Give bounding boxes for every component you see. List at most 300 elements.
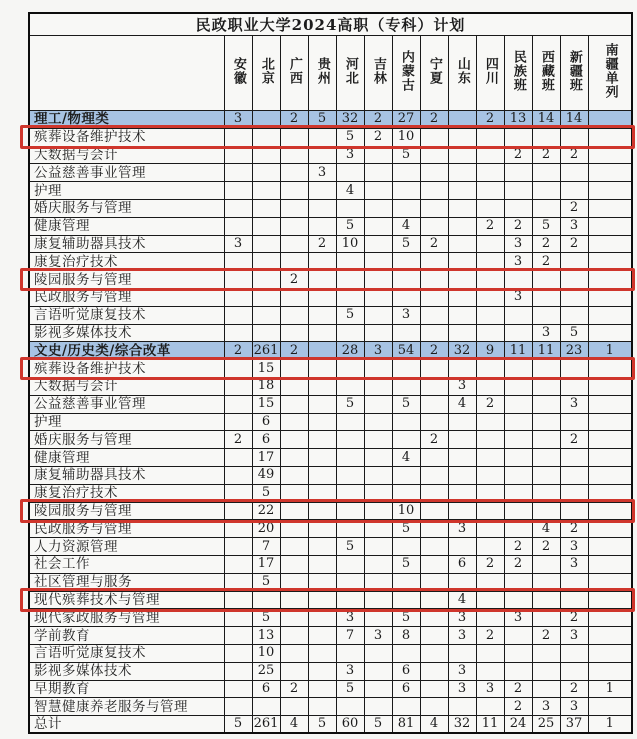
plan-count-cell (448, 324, 476, 342)
row-label: 康复治疗技术 (29, 484, 224, 502)
major-row (29, 662, 632, 680)
plan-count-cell (308, 449, 336, 467)
column-header-label: 西藏班 (538, 50, 554, 92)
major-row (29, 573, 632, 591)
plan-count-cell (560, 377, 588, 395)
plan-count-cell (224, 199, 252, 217)
plan-count-cell: 2 (560, 146, 588, 164)
plan-count-cell (420, 413, 448, 431)
plan-count-cell (588, 324, 632, 342)
plan-count-cell (476, 431, 504, 449)
plan-count-cell (504, 627, 532, 645)
major-row (29, 502, 632, 520)
plan-count-cell: 3 (392, 306, 420, 324)
plan-count-cell (392, 591, 420, 609)
plan-count-cell (448, 413, 476, 431)
plan-count-cell (392, 466, 420, 484)
plan-count-cell (280, 555, 308, 573)
plan-count-cell (420, 662, 448, 680)
plan-count-cell (532, 128, 560, 146)
plan-count-cell (532, 484, 560, 502)
plan-count-cell (560, 644, 588, 662)
plan-count-cell (420, 538, 448, 556)
plan-count-cell (280, 662, 308, 680)
plan-count-cell (336, 413, 364, 431)
plan-count-cell: 4 (532, 520, 560, 538)
plan-count-cell: 2 (364, 111, 392, 129)
plan-count-cell: 3 (532, 698, 560, 716)
plan-count-cell (336, 449, 364, 467)
plan-count-cell (308, 520, 336, 538)
plan-count-cell (224, 538, 252, 556)
plan-count-cell (560, 182, 588, 200)
plan-count-cell: 14 (560, 111, 588, 129)
plan-count-cell (252, 111, 280, 129)
plan-count-cell: 5 (336, 128, 364, 146)
major-row (29, 591, 632, 609)
row-label: 健康管理 (29, 449, 224, 467)
row-label: 康复辅助器具技术 (29, 235, 224, 253)
major-row (29, 271, 632, 289)
plan-count-cell (336, 698, 364, 716)
plan-count-cell (504, 199, 532, 217)
plan-count-cell (420, 449, 448, 467)
plan-count-cell (392, 271, 420, 289)
row-label: 殡葬设备维护技术 (29, 128, 224, 146)
plan-count-cell (224, 324, 252, 342)
plan-count-cell (476, 573, 504, 591)
plan-count-cell: 49 (252, 466, 280, 484)
plan-count-cell (280, 199, 308, 217)
plan-count-cell (280, 128, 308, 146)
plan-count-cell: 5 (252, 484, 280, 502)
plan-count-cell (420, 520, 448, 538)
plan-count-cell (560, 413, 588, 431)
plan-count-cell (420, 627, 448, 645)
plan-count-cell (224, 520, 252, 538)
plan-count-cell (392, 253, 420, 271)
plan-count-cell (336, 520, 364, 538)
plan-count-cell (224, 449, 252, 467)
plan-count-cell: 7 (252, 538, 280, 556)
major-row (29, 235, 632, 253)
plan-count-cell (476, 288, 504, 306)
plan-count-cell (420, 555, 448, 573)
row-label: 健康管理 (29, 217, 224, 235)
plan-count-cell (308, 644, 336, 662)
plan-count-cell (476, 128, 504, 146)
plan-count-cell: 5 (364, 716, 392, 734)
major-row (29, 360, 632, 378)
column-header-label: 山东 (454, 57, 470, 85)
plan-count-cell (224, 502, 252, 520)
plan-count-cell (588, 146, 632, 164)
major-row (29, 164, 632, 182)
corner-blank-cell (29, 36, 224, 111)
plan-count-cell (420, 466, 448, 484)
plan-count-cell: 4 (448, 395, 476, 413)
plan-count-cell (476, 235, 504, 253)
column-header-label: 民族班 (510, 50, 526, 92)
plan-count-cell (308, 502, 336, 520)
plan-count-cell (588, 271, 632, 289)
plan-count-cell (364, 271, 392, 289)
plan-count-cell (448, 217, 476, 235)
plan-count-cell (532, 395, 560, 413)
plan-count-cell (280, 591, 308, 609)
plan-count-cell: 2 (504, 217, 532, 235)
plan-count-cell (448, 199, 476, 217)
plan-count-cell (364, 573, 392, 591)
major-row (29, 288, 632, 306)
row-label: 护理 (29, 182, 224, 200)
plan-count-cell: 11 (532, 342, 560, 360)
plan-count-cell: 2 (504, 146, 532, 164)
plan-count-cell (308, 538, 336, 556)
plan-count-cell (504, 271, 532, 289)
plan-count-cell (532, 182, 560, 200)
plan-count-cell (224, 573, 252, 591)
plan-count-cell (560, 662, 588, 680)
plan-count-cell (448, 538, 476, 556)
plan-count-cell (252, 288, 280, 306)
plan-count-cell: 1 (588, 716, 632, 734)
plan-count-cell (224, 644, 252, 662)
plan-count-cell (588, 306, 632, 324)
column-header (392, 36, 420, 111)
plan-count-cell: 3 (448, 609, 476, 627)
plan-count-cell: 3 (336, 609, 364, 627)
plan-count-cell (364, 217, 392, 235)
plan-count-cell (588, 538, 632, 556)
plan-count-cell: 2 (280, 111, 308, 129)
plan-count-cell (420, 146, 448, 164)
plan-count-cell (560, 360, 588, 378)
plan-count-cell: 2 (280, 271, 308, 289)
plan-count-cell (308, 288, 336, 306)
plan-count-cell (532, 662, 560, 680)
major-row (29, 555, 632, 573)
plan-count-cell (364, 324, 392, 342)
plan-count-cell (224, 555, 252, 573)
plan-count-cell: 3 (448, 662, 476, 680)
plan-count-cell (224, 253, 252, 271)
row-label: 婚庆服务与管理 (29, 199, 224, 217)
plan-count-cell (420, 324, 448, 342)
plan-count-cell: 5 (392, 520, 420, 538)
plan-count-cell: 2 (420, 111, 448, 129)
plan-count-cell (252, 324, 280, 342)
plan-count-cell (532, 431, 560, 449)
plan-count-cell (588, 164, 632, 182)
column-header-label: 宁夏 (426, 57, 442, 85)
plan-count-cell: 2 (420, 235, 448, 253)
plan-count-cell: 3 (336, 146, 364, 164)
plan-count-cell: 3 (364, 627, 392, 645)
plan-count-cell: 5 (308, 111, 336, 129)
plan-count-cell (420, 698, 448, 716)
plan-count-cell: 5 (252, 573, 280, 591)
plan-count-cell (476, 502, 504, 520)
plan-count-cell (280, 413, 308, 431)
row-label: 康复治疗技术 (29, 253, 224, 271)
plan-count-cell: 3 (448, 627, 476, 645)
plan-count-cell: 4 (420, 716, 448, 734)
plan-count-cell (392, 538, 420, 556)
plan-count-cell (448, 306, 476, 324)
plan-count-cell (224, 377, 252, 395)
plan-count-cell (224, 698, 252, 716)
row-label: 民政服务与管理 (29, 520, 224, 538)
plan-count-cell (224, 627, 252, 645)
plan-count-cell (504, 395, 532, 413)
plan-count-cell (280, 449, 308, 467)
plan-count-cell (308, 591, 336, 609)
row-label: 社区管理与服务 (29, 573, 224, 591)
plan-count-cell (224, 128, 252, 146)
plan-count-cell (420, 253, 448, 271)
major-row (29, 413, 632, 431)
plan-count-cell (224, 484, 252, 502)
plan-count-cell (252, 217, 280, 235)
plan-count-cell (280, 395, 308, 413)
plan-count-cell (476, 360, 504, 378)
plan-count-cell (420, 199, 448, 217)
plan-count-cell: 2 (224, 431, 252, 449)
table-title: 民政职业大学2024高职（专科）计划 (29, 13, 632, 36)
plan-count-cell (532, 502, 560, 520)
plan-count-cell (364, 395, 392, 413)
plan-count-cell (588, 627, 632, 645)
plan-count-cell (280, 146, 308, 164)
plan-count-cell (364, 609, 392, 627)
plan-count-cell: 2 (420, 342, 448, 360)
plan-count-cell (504, 128, 532, 146)
plan-count-cell (224, 360, 252, 378)
column-header-label: 四川 (482, 57, 498, 85)
plan-count-cell (364, 146, 392, 164)
plan-count-cell (532, 555, 560, 573)
plan-count-cell (504, 182, 532, 200)
plan-count-cell: 10 (392, 128, 420, 146)
section-label: 理工/物理类 (29, 111, 224, 129)
plan-count-cell: 5 (252, 609, 280, 627)
major-row (29, 520, 632, 538)
plan-count-cell (280, 520, 308, 538)
plan-count-cell (280, 235, 308, 253)
plan-count-cell: 2 (532, 627, 560, 645)
plan-count-cell: 4 (392, 217, 420, 235)
plan-count-cell: 5 (560, 324, 588, 342)
plan-count-cell (280, 182, 308, 200)
plan-count-cell: 6 (392, 680, 420, 698)
plan-count-cell (364, 288, 392, 306)
plan-count-cell: 37 (560, 716, 588, 734)
plan-count-cell: 6 (252, 431, 280, 449)
plan-count-cell (588, 484, 632, 502)
major-row (29, 431, 632, 449)
plan-count-cell (392, 182, 420, 200)
column-header-label: 新疆班 (566, 50, 582, 92)
row-label: 影视多媒体技术 (29, 324, 224, 342)
plan-count-cell (364, 377, 392, 395)
plan-count-cell: 9 (476, 342, 504, 360)
major-row (29, 182, 632, 200)
plan-count-cell (224, 271, 252, 289)
row-label: 学前教育 (29, 627, 224, 645)
plan-count-cell: 5 (336, 217, 364, 235)
plan-count-cell: 5 (392, 555, 420, 573)
plan-count-cell: 10 (336, 235, 364, 253)
plan-count-cell: 5 (336, 538, 364, 556)
column-header-label: 广西 (286, 57, 302, 85)
plan-count-cell (420, 306, 448, 324)
section-row (29, 111, 632, 129)
plan-count-cell (588, 431, 632, 449)
major-row (29, 395, 632, 413)
plan-count-cell (448, 502, 476, 520)
plan-count-cell: 2 (476, 555, 504, 573)
major-row (29, 449, 632, 467)
row-label: 陵园服务与管理 (29, 271, 224, 289)
column-header (560, 36, 588, 111)
plan-count-cell (252, 271, 280, 289)
plan-count-cell (252, 146, 280, 164)
plan-count-cell: 32 (448, 716, 476, 734)
plan-count-cell (588, 449, 632, 467)
plan-count-cell (364, 253, 392, 271)
plan-count-cell (280, 164, 308, 182)
plan-count-cell (476, 306, 504, 324)
plan-count-cell: 5 (392, 146, 420, 164)
plan-count-cell (448, 253, 476, 271)
plan-count-cell: 3 (336, 662, 364, 680)
plan-count-cell: 6 (252, 680, 280, 698)
plan-count-cell (560, 253, 588, 271)
plan-count-cell (280, 644, 308, 662)
plan-count-cell (588, 662, 632, 680)
plan-count-cell (280, 288, 308, 306)
plan-count-cell (504, 484, 532, 502)
plan-count-cell (476, 609, 504, 627)
row-label: 大数据与会计 (29, 377, 224, 395)
plan-count-cell (336, 591, 364, 609)
plan-count-cell (364, 698, 392, 716)
plan-count-cell (224, 288, 252, 306)
plan-count-cell (588, 199, 632, 217)
plan-count-cell (476, 538, 504, 556)
column-header-label: 安徽 (230, 57, 246, 85)
plan-count-cell: 27 (392, 111, 420, 129)
plan-count-cell (560, 306, 588, 324)
plan-count-cell: 25 (252, 662, 280, 680)
column-header (364, 36, 392, 111)
plan-count-cell (336, 555, 364, 573)
column-header (252, 36, 280, 111)
plan-count-cell: 13 (504, 111, 532, 129)
plan-count-cell: 2 (476, 111, 504, 129)
plan-count-cell (588, 573, 632, 591)
plan-count-cell: 2 (560, 680, 588, 698)
plan-count-cell (588, 644, 632, 662)
plan-count-cell (224, 182, 252, 200)
plan-count-cell (308, 609, 336, 627)
plan-count-cell: 2 (560, 235, 588, 253)
plan-count-cell: 2 (476, 627, 504, 645)
major-row (29, 306, 632, 324)
plan-count-cell (224, 217, 252, 235)
plan-count-cell (308, 466, 336, 484)
plan-count-cell (364, 644, 392, 662)
plan-count-cell (364, 199, 392, 217)
plan-count-cell (364, 662, 392, 680)
plan-count-cell: 2 (532, 146, 560, 164)
row-label: 婚庆服务与管理 (29, 431, 224, 449)
plan-count-cell (476, 182, 504, 200)
plan-count-cell: 2 (532, 538, 560, 556)
plan-count-cell (504, 431, 532, 449)
plan-count-cell (420, 644, 448, 662)
plan-count-cell (308, 413, 336, 431)
plan-count-cell (476, 164, 504, 182)
plan-count-cell (476, 253, 504, 271)
major-row (29, 146, 632, 164)
plan-count-cell: 2 (560, 609, 588, 627)
plan-count-cell (476, 466, 504, 484)
plan-count-cell (420, 182, 448, 200)
plan-count-cell (532, 466, 560, 484)
plan-count-cell (252, 199, 280, 217)
plan-count-cell (364, 484, 392, 502)
plan-count-cell (364, 360, 392, 378)
plan-count-cell (560, 449, 588, 467)
plan-count-cell: 261 (252, 716, 280, 734)
plan-count-cell (504, 502, 532, 520)
plan-count-cell (336, 573, 364, 591)
plan-count-cell (364, 520, 392, 538)
plan-count-cell (532, 377, 560, 395)
row-label: 言语听觉康复技术 (29, 644, 224, 662)
plan-count-cell (364, 449, 392, 467)
plan-count-cell: 4 (448, 591, 476, 609)
plan-count-cell (532, 199, 560, 217)
plan-count-cell (336, 431, 364, 449)
plan-count-cell (308, 662, 336, 680)
plan-count-cell (504, 644, 532, 662)
column-header-label: 河北 (342, 57, 358, 85)
plan-count-cell: 7 (336, 627, 364, 645)
row-label: 民政服务与管理 (29, 288, 224, 306)
plan-count-cell (280, 573, 308, 591)
plan-count-cell (588, 698, 632, 716)
plan-count-cell (308, 217, 336, 235)
plan-count-cell (504, 591, 532, 609)
plan-count-cell (308, 342, 336, 360)
plan-count-cell (336, 360, 364, 378)
enrollment-plan-table-wrap (28, 12, 631, 734)
plan-count-cell (336, 466, 364, 484)
plan-count-cell: 3 (448, 520, 476, 538)
plan-count-cell (224, 164, 252, 182)
plan-count-cell (280, 217, 308, 235)
plan-count-cell (336, 644, 364, 662)
plan-count-cell (420, 591, 448, 609)
plan-count-cell (364, 306, 392, 324)
plan-count-cell (420, 360, 448, 378)
major-row (29, 324, 632, 342)
plan-count-cell: 20 (252, 520, 280, 538)
plan-count-cell (588, 555, 632, 573)
